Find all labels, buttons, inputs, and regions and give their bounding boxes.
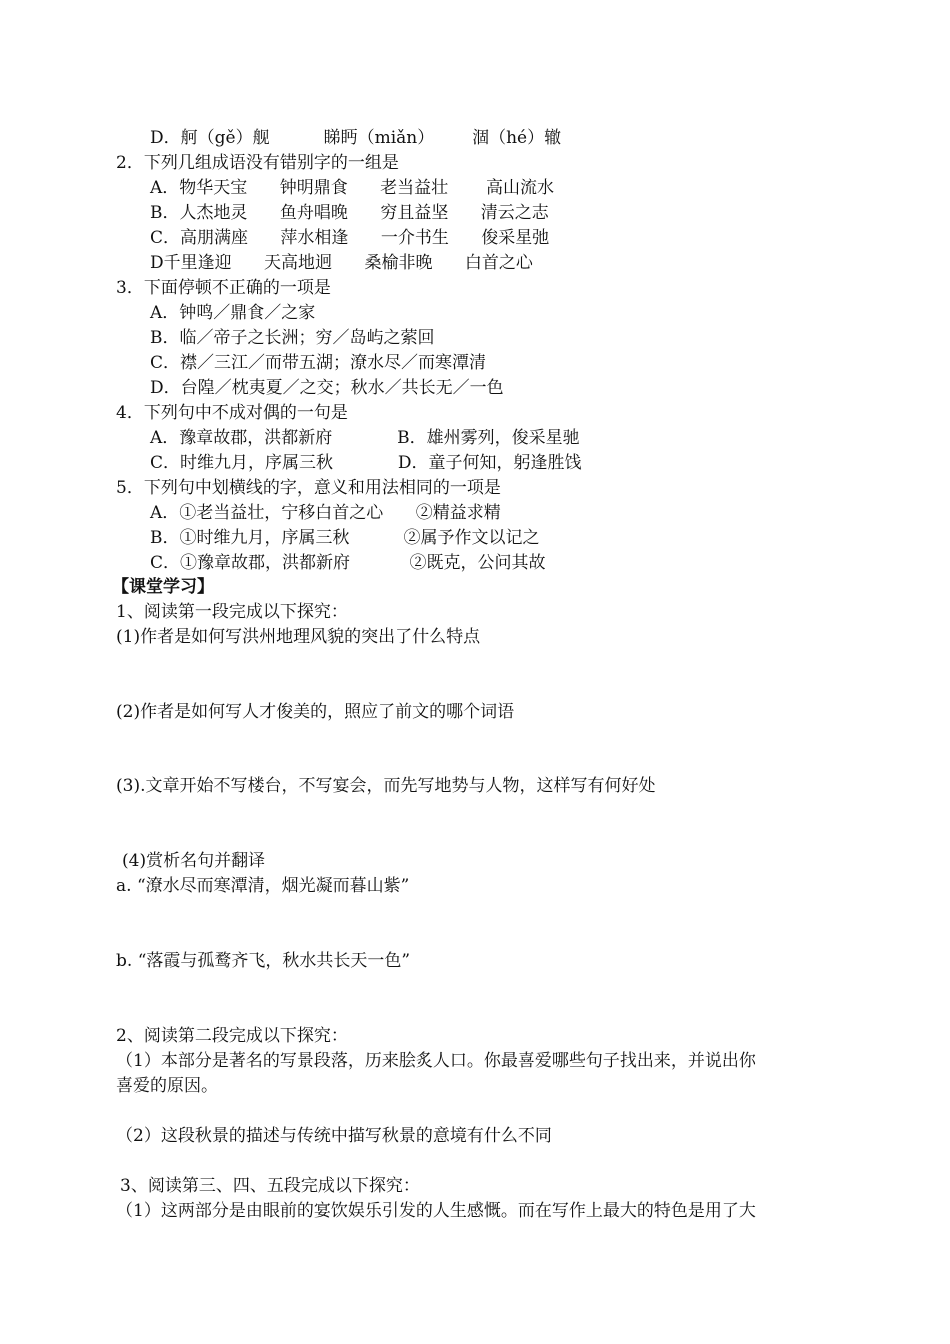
q1-option-d: D．舸（gě）舰 睇眄（miǎn） 涸（hé）辙	[150, 128, 562, 148]
part1-question-4b: b. “落霞与孤鹜齐飞，秋水共长天一色”	[116, 951, 411, 971]
part1-question-2: (2)作者是如何写人才俊美的，照应了前文的哪个词语	[116, 702, 515, 722]
q5-option-a: A．①老当益壮，宁移白首之心 ②精益求精	[150, 503, 501, 523]
section-title: 【课堂学习】	[112, 577, 214, 597]
part3-intro: 3、阅读第三、四、五段完成以下探究：	[120, 1176, 420, 1196]
q5-option-b: B．①时维九月，序属三秋 ②属予作文以记之	[150, 528, 540, 548]
q5-option-c: C．①豫章故郡，洪都新府 ②既克，公问其故	[150, 553, 546, 573]
part1-intro: 1、阅读第一段完成以下探究：	[116, 602, 348, 622]
q2-option-b: B．人杰地灵 鱼舟唱晚 穷且益坚 清云之志	[150, 203, 549, 223]
q4-stem: 4．下列句中不成对偶的一句是	[116, 403, 348, 423]
q3-stem: 3．下面停顿不正确的一项是	[116, 278, 331, 298]
q2-option-c: C．高朋满座 萍水相逢 一介书生 俊采星弛	[150, 228, 550, 248]
part2-question-1-line2: 喜爱的原因。	[116, 1076, 218, 1096]
q2-stem: 2．下列几组成语没有错别字的一组是	[116, 153, 399, 173]
part1-question-4a: a. “潦水尽而寒潭清，烟光凝而暮山紫”	[116, 876, 410, 896]
q3-option-d: D．台隍／枕夷夏／之交；秋水／共长无／一色	[150, 378, 504, 398]
q2-option-a: A．物华天宝 钟明鼎食 老当益壮 高山流水	[150, 178, 554, 198]
part2-question-1-line1: （1）本部分是著名的写景段落，历来脍炙人口。你最喜爱哪些句子找出来，并说出你	[116, 1051, 756, 1071]
part3-question-1: （1）这两部分是由眼前的宴饮娱乐引发的人生感慨。而在写作上最大的特色是用了大	[116, 1201, 756, 1221]
q3-option-c: C．襟／三江／而带五湖；潦水尽／而寒潭清	[150, 353, 487, 373]
part1-question-1: (1)作者是如何写洪州地理风貌的突出了什么特点	[116, 627, 481, 647]
part1-question-4: (4)赏析名句并翻译	[122, 851, 266, 871]
q3-option-b: B．临／帝子之长洲；穷／岛屿之萦回	[150, 328, 435, 348]
part1-question-3: (3).文章开始不写楼台，不写宴会，而先写地势与人物，这样写有何好处	[116, 776, 656, 796]
part2-intro: 2、阅读第二段完成以下探究：	[116, 1026, 348, 1046]
part2-question-2: （2）这段秋景的描述与传统中描写秋景的意境有什么不同	[116, 1126, 552, 1146]
q2-option-d: D千里逢迎 天高地迥 桑榆非晚 白首之心	[150, 253, 533, 273]
q5-stem: 5．下列句中划横线的字，意义和用法相同的一项是	[116, 478, 501, 498]
q4-options-row1: A．豫章故郡，洪都新府 B．雄州雾列，俊采星驰	[150, 428, 580, 448]
q3-option-a: A．钟鸣／鼎食／之家	[150, 303, 316, 323]
q4-options-row2: C．时维九月，序属三秋 D．童子何知，躬逢胜饯	[150, 453, 582, 473]
